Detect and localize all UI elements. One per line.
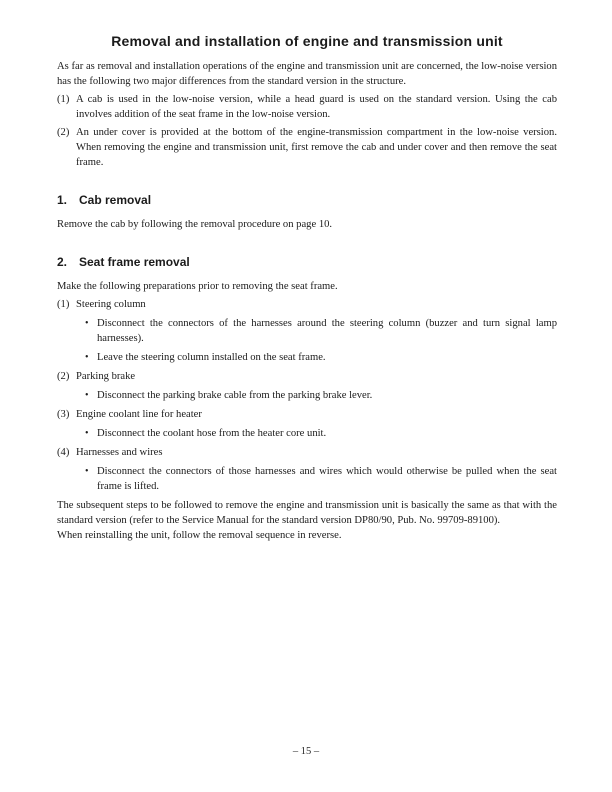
prep-item-steering-column xyxy=(57,297,557,365)
prep-label xyxy=(57,445,557,460)
item-number: (1) xyxy=(57,94,70,105)
list-item xyxy=(57,125,557,170)
closing-paragraph-2: When reinstalling the unit, follow the removal sequence in reverse. xyxy=(57,530,342,541)
item-number: (2) xyxy=(57,127,70,138)
item-label: Engine coolant line for heater xyxy=(76,409,202,420)
list-item xyxy=(57,92,557,122)
page-title: Removal and installation of engine and transmission unit xyxy=(111,33,503,49)
page-number: – 15 – xyxy=(292,746,320,757)
bullet-icon: • xyxy=(85,428,89,439)
prep-item-parking-brake xyxy=(57,369,557,403)
bullet-item xyxy=(85,388,557,403)
prep-label xyxy=(57,369,557,384)
intro-paragraph: As far as removal and installation operations of the engine and transmission unit are concerned, the low-noise version has the following two major differences from the standard version in the structure. xyxy=(57,61,557,87)
bullet-text: Disconnect the connectors of the harnesses around the steering column (buzzer and turn signal lamp harnesses). xyxy=(97,318,557,344)
bullet-icon: • xyxy=(85,466,89,477)
item-number: (4) xyxy=(57,447,70,458)
closing-paragraph-1: The subsequent steps to be followed to remove the engine and transmission unit is basically the same as that with the standard version (refer to the Service Manual for the standard version DP80/90, Pub. No. 99709-89100). xyxy=(57,500,557,526)
prep-item-engine-coolant-line xyxy=(57,407,557,441)
section-heading-cab-removal xyxy=(57,193,557,207)
section2-intro: Make the following preparations prior to removing the seat frame. xyxy=(57,281,338,292)
prep-label xyxy=(57,297,557,312)
item-number: (2) xyxy=(57,371,70,382)
bullet-text: Leave the steering column installed on the seat frame. xyxy=(97,352,326,363)
bullet-icon: • xyxy=(85,390,89,401)
item-text: An under cover is provided at the bottom of the engine-transmission compartment in the low-noise version. When removing the engine and transmission unit, first remove the cab and under cover and then remove the seat frame. xyxy=(76,127,557,168)
item-number: (3) xyxy=(57,409,70,420)
section-number: 2. xyxy=(57,255,68,269)
item-label: Harnesses and wires xyxy=(76,447,163,458)
bullet-item xyxy=(85,464,557,494)
bullet-text: Disconnect the connectors of those harnesses and wires which would otherwise be pulled when the seat frame is lifted. xyxy=(97,466,557,492)
item-label: Parking brake xyxy=(76,371,136,382)
section-heading-seat-frame-removal xyxy=(57,255,557,269)
section-number: 1. xyxy=(57,193,68,207)
prep-item-harnesses-and-wires xyxy=(57,445,557,494)
bullet-icon: • xyxy=(85,318,89,329)
section-title: Seat frame removal xyxy=(79,255,190,269)
page-content xyxy=(57,33,557,543)
section1-body: Remove the cab by following the removal procedure on page 10. xyxy=(57,219,333,230)
bullet-icon: • xyxy=(85,352,89,363)
bullet-item xyxy=(85,316,557,346)
item-number: (1) xyxy=(57,299,70,310)
item-label: Steering column xyxy=(76,299,146,310)
bullet-text: Disconnect the parking brake cable from the parking brake lever. xyxy=(97,390,373,401)
bullet-item xyxy=(85,350,557,365)
section-title: Cab removal xyxy=(79,193,152,207)
bullet-item xyxy=(85,426,557,441)
bullet-text: Disconnect the coolant hose from the heater core unit. xyxy=(97,428,327,439)
item-text: A cab is used in the low-noise version, while a head guard is used on the standard version. Using the cab involves addition of the seat frame in the low-noise version. xyxy=(76,94,557,120)
prep-label xyxy=(57,407,557,422)
